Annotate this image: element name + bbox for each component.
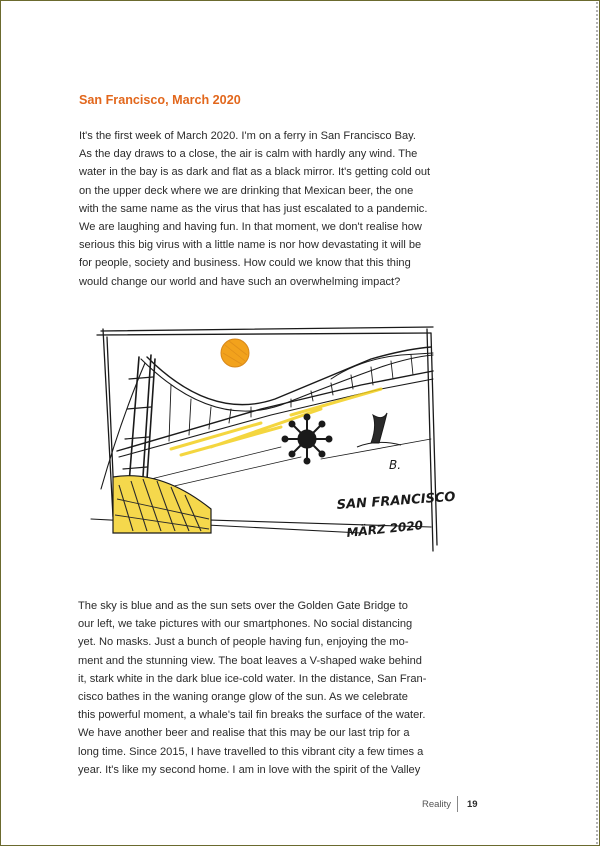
frame-top-stroke (97, 327, 433, 335)
section-heading: San Francisco, March 2020 (79, 93, 241, 107)
frame-right-stroke (427, 329, 437, 551)
footer-divider (457, 796, 458, 812)
text-line: it, stark white in the dark blue ice-cold water. In the distance, San Fran- (78, 672, 427, 685)
paragraph-sunset (78, 597, 426, 779)
text-line: We have another beer and realise that this may be our last trip for a (78, 727, 410, 740)
text-line: yet. No masks. Just a bunch of people having fun, enjoying the mo- (78, 636, 409, 649)
bridge-deck (117, 371, 433, 451)
text-line: long time. Since 2015, I have travelled to this vibrant city a few times a (78, 745, 424, 758)
text-line: our left, we take pictures with our smartphones. No social distancing (78, 618, 413, 631)
text-line: for people, society and business. How could we know that this thing (79, 257, 411, 270)
paragraph-intro (79, 127, 430, 291)
signature (336, 458, 456, 540)
virus-sketch (282, 414, 332, 464)
signature-initials: B. (389, 458, 402, 472)
signature-place: SAN FRANCISCO (336, 489, 456, 513)
whale-tail-sketch (357, 413, 401, 447)
text-line: We are laughing and having fun. In that moment, we don't realise how (79, 221, 422, 234)
text-line: It's the first week of March 2020. I'm on a ferry in San Francisco Bay. (79, 130, 416, 142)
text-line: cisco bathes in the waning orange glow of the sun. As we celebrate (78, 691, 408, 704)
text-line: The sky is blue and as the sun sets over the Golden Gate Bridge to (78, 600, 408, 612)
signature-date: MÄRZ 2020 (345, 518, 424, 540)
text-line: this powerful moment, a whale's tail fin breaks the surface of the water. (78, 709, 426, 722)
text-line: with the same name as the virus that has just escalated to a pandemic. (79, 202, 428, 215)
text-line: ment and the stunning view. The boat leaves a V-shaped wake behind (78, 654, 422, 667)
text-line: As the day draws to a close, the air is calm with hardly any wind. The (79, 148, 418, 161)
text-line: water in the bay is as dark and flat as a black mirror. It's getting cold out (79, 166, 431, 179)
bridge-sketch-illustration (61, 319, 511, 569)
hill-hatch (113, 476, 211, 533)
footer-section-label: Reality (421, 799, 451, 810)
page-number: 19 (467, 799, 478, 810)
text-line: would change our world and have such an overwhelming impact? (79, 275, 401, 288)
sun-sketch (221, 339, 249, 367)
text-line: year. It's like my second home. I am in love with the spirit of the Valley (78, 763, 421, 776)
text-line: serious this big virus with a little name is nor how devastating it will be (79, 239, 422, 252)
text-line: on the upper deck where we are drinking that Mexican beer, the one (79, 184, 414, 197)
